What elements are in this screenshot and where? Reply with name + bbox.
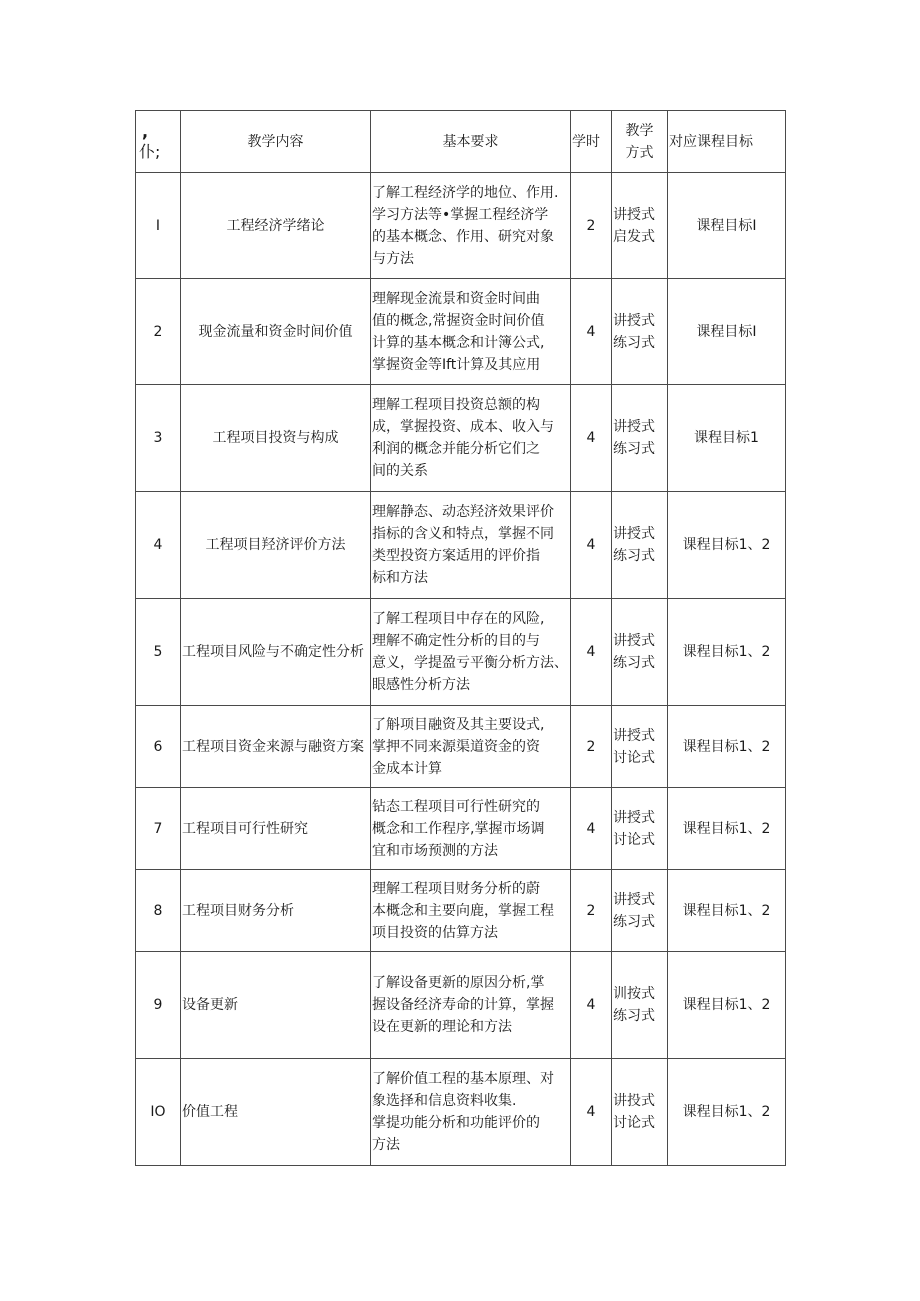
row-goal: 课程目标I — [668, 279, 786, 385]
requirement-line: 利润的概念并能分析它们之 — [372, 441, 540, 457]
header-requirements: 基本要求 — [371, 111, 571, 173]
header-number — [136, 111, 181, 173]
row-topic: 工程项目投资与构成 — [181, 385, 371, 492]
method-line: 练习式 — [613, 655, 655, 671]
table-header-row — [136, 111, 786, 173]
row-number: 9 — [136, 952, 181, 1059]
method-line: 讲授式 — [613, 727, 655, 744]
row-topic: 工程项目可行性研究 — [181, 788, 371, 870]
row-method — [612, 173, 668, 279]
requirement-line: 握设备经济寿命的计算，掌握 — [372, 997, 554, 1013]
table-row — [136, 952, 786, 1059]
row-topic: 设备更新 — [181, 952, 371, 1059]
row-method — [612, 385, 668, 492]
method-line: 讨论式 — [613, 749, 655, 766]
row-hours: 4 — [571, 599, 612, 706]
requirement-line: 掌握资金等Ift计算及其应用 — [372, 356, 541, 373]
header-number-line2: 仆; — [139, 141, 161, 161]
requirement-line: 方法 — [372, 1137, 400, 1153]
row-topic: 工程项目资金来源与融资方案 — [181, 706, 371, 788]
row-requirements — [371, 1059, 571, 1166]
header-method — [612, 111, 668, 173]
method-line: 讲授式 — [613, 809, 655, 826]
requirement-line: 掌提功能分析和功能评价的 — [372, 1115, 540, 1131]
method-line: 讨论式 — [613, 1115, 655, 1131]
row-method — [612, 1059, 668, 1166]
header-method-line2: 方式 — [625, 144, 654, 161]
row-topic: 价值工程 — [181, 1059, 371, 1166]
requirement-line: 计算的基本概念和计簿公式, — [372, 334, 545, 351]
row-requirements — [371, 952, 571, 1059]
row-goal: 课程目标1、2 — [668, 952, 786, 1059]
row-number: 7 — [136, 788, 181, 870]
row-method — [612, 279, 668, 385]
row-requirements — [371, 706, 571, 788]
header-hours: 学时 — [571, 111, 612, 173]
table-row — [136, 599, 786, 706]
method-line: 讲授式 — [613, 526, 655, 542]
row-number: I — [136, 173, 181, 279]
row-topic: 工程经济学绪论 — [181, 173, 371, 279]
method-line: 练习式 — [613, 1008, 655, 1024]
row-goal: 课程目标1、2 — [668, 1059, 786, 1166]
row-requirements — [371, 788, 571, 870]
requirement-line: 理解现金流景和资金时间曲 — [372, 290, 540, 307]
row-method — [612, 706, 668, 788]
requirement-line: 指标的含义和特点，掌握不同 — [372, 526, 554, 542]
method-line: 讲授式 — [613, 312, 655, 329]
row-number: 4 — [136, 492, 181, 599]
method-line: 启发式 — [613, 228, 655, 245]
requirement-line: 了解工程经济学的地位、作用. — [372, 184, 559, 201]
requirement-line: 项目投资的估算方法 — [372, 924, 498, 941]
requirement-line: 设在更新的理论和方法 — [372, 1019, 512, 1035]
requirement-line: 的基本概念、作用、研究对象 — [372, 228, 554, 245]
method-line: 讲投式 — [613, 1093, 655, 1109]
row-number: 2 — [136, 279, 181, 385]
row-topic: 工程项目羟济评价方法 — [181, 492, 371, 599]
header-method-line1: 教学 — [625, 122, 654, 139]
row-requirements — [371, 870, 571, 952]
row-method — [612, 492, 668, 599]
method-line: 训按式 — [613, 986, 655, 1002]
requirement-line: 了解工程项目中存在的风险, — [372, 611, 545, 627]
method-line: 练习式 — [613, 441, 655, 457]
course-content-table — [135, 110, 786, 1166]
table-row — [136, 870, 786, 952]
requirement-line: 本概念和主要向鹿，掌握工程 — [372, 902, 554, 919]
row-requirements — [371, 492, 571, 599]
row-number: IO — [136, 1059, 181, 1166]
requirement-line: 眼感性分析方法 — [372, 677, 470, 693]
requirement-line: 掌押不同来源渠道资金的资 — [372, 738, 540, 755]
row-hours: 4 — [571, 952, 612, 1059]
row-goal: 课程目标1 — [668, 385, 786, 492]
table-row — [136, 173, 786, 279]
requirement-line: 理解不确定性分析的目的与 — [372, 633, 540, 649]
row-goal: 课程目标1、2 — [668, 599, 786, 706]
row-requirements — [371, 599, 571, 706]
row-hours: 4 — [571, 1059, 612, 1166]
requirement-line: 金成本计算 — [372, 760, 442, 777]
row-hours: 2 — [571, 870, 612, 952]
row-topic: 工程项目风险与不确定性分析 — [181, 599, 371, 706]
row-hours: 4 — [571, 279, 612, 385]
requirement-line: 意义，学提盈亏平衡分析方法、 — [372, 655, 568, 671]
table-row — [136, 279, 786, 385]
method-line: 讲授式 — [613, 419, 655, 435]
header-content: 教学内容 — [181, 111, 371, 173]
requirement-line: 值的概念,常握资金时间价值 — [372, 312, 545, 329]
header-number-line1: , — [142, 121, 149, 141]
requirement-line: 与方法 — [372, 250, 414, 267]
row-number: 6 — [136, 706, 181, 788]
row-topic: 现金流量和资金时间价值 — [181, 279, 371, 385]
table-row — [136, 385, 786, 492]
row-goal: 课程目标1、2 — [668, 492, 786, 599]
requirement-line: 成，掌握投资、成本、收入与 — [372, 419, 554, 435]
row-method — [612, 952, 668, 1059]
row-requirements — [371, 385, 571, 492]
method-line: 练习式 — [613, 548, 655, 564]
table-row — [136, 788, 786, 870]
row-number: 5 — [136, 599, 181, 706]
requirement-line: 理解工程项目投资总额的构 — [372, 397, 540, 413]
row-method — [612, 788, 668, 870]
requirement-line: 了解设备更新的原因分析,掌 — [372, 975, 545, 991]
method-line: 练习式 — [613, 913, 655, 930]
row-method — [612, 599, 668, 706]
method-line: 讲授式 — [613, 633, 655, 649]
method-line: 讨论式 — [613, 831, 655, 848]
requirement-line: 学习方法等•掌握工程经济学 — [372, 206, 549, 223]
row-hours: 4 — [571, 492, 612, 599]
requirement-line: 理解工程项目财务分析的蔚 — [372, 880, 540, 897]
row-requirements — [371, 279, 571, 385]
row-goal: 课程目标1、2 — [668, 706, 786, 788]
requirement-line: 钻态工程项目可行性研究的 — [372, 798, 540, 815]
table-row — [136, 492, 786, 599]
row-number: 8 — [136, 870, 181, 952]
requirement-line: 间的关系 — [372, 463, 428, 479]
requirement-line: 宜和市场预测的方法 — [372, 842, 498, 859]
method-line: 练习式 — [613, 334, 655, 351]
requirement-line: 类型投资方案适用的评价指 — [372, 548, 540, 564]
method-line: 讲授式 — [613, 206, 655, 223]
row-number: 3 — [136, 385, 181, 492]
table-row — [136, 706, 786, 788]
row-hours: 2 — [571, 173, 612, 279]
requirement-line: 象选择和信息资料收集. — [372, 1093, 517, 1109]
row-hours: 4 — [571, 788, 612, 870]
table-row — [136, 1059, 786, 1166]
requirement-line: 标和方法 — [372, 570, 428, 586]
row-topic: 工程项目财务分析 — [181, 870, 371, 952]
requirement-line: 概念和工作程序,掌握市场调 — [372, 820, 545, 837]
row-hours: 2 — [571, 706, 612, 788]
header-goal: 对应课程目标 — [668, 111, 786, 173]
row-hours: 4 — [571, 385, 612, 492]
row-goal: 课程目标I — [668, 173, 786, 279]
row-method — [612, 870, 668, 952]
requirement-line: 理解静态、动态羟济效果评价 — [372, 504, 554, 520]
row-goal: 课程目标1、2 — [668, 788, 786, 870]
requirement-line: 了斛项目融资及其主要设式, — [372, 716, 545, 733]
method-line: 讲授式 — [613, 891, 655, 908]
row-requirements — [371, 173, 571, 279]
row-goal: 课程目标1、2 — [668, 870, 786, 952]
requirement-line: 了解价值工程的基本原理、对 — [372, 1071, 554, 1087]
